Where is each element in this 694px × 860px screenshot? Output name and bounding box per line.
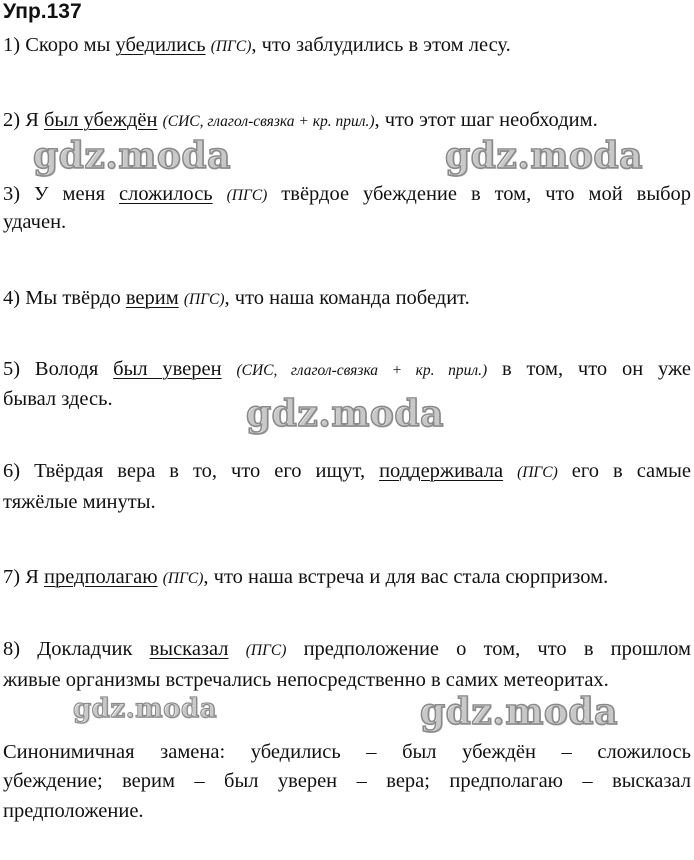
- sentence-6-line-2: тяжёлые минуты.: [3, 491, 156, 513]
- watermark-logo: gdz.moda: [246, 393, 444, 435]
- predicate-type-tag: (ПГС): [210, 38, 252, 55]
- highlighted-predicate: был уверен: [113, 358, 222, 380]
- predicate-type-tag: (ПГС): [183, 291, 225, 308]
- summary-line-2: убеждение; верим – был уверен – вера; предполагаю – высказал: [3, 770, 691, 792]
- predicate-type-tag: (ПГС): [245, 642, 287, 659]
- predicate-type-tag: (СИС, глагол-связка + кр. прил.): [162, 113, 375, 130]
- text-fragment: , что этот шаг необходим.: [374, 109, 598, 131]
- highlighted-predicate: убедились: [115, 34, 206, 56]
- text-fragment: , что наша встреча и для вас стала сюрпризом.: [203, 566, 609, 588]
- sentence-8-line-1: [3, 636, 691, 664]
- sentence-5-line-2: бывал здесь.: [3, 388, 113, 410]
- highlighted-predicate: сложилось: [119, 183, 213, 205]
- predicate-type-tag: (ПГС): [162, 570, 204, 587]
- watermark-logo: gdz.moda: [445, 135, 643, 177]
- text-fragment: 1) Скоро мы: [3, 34, 116, 56]
- summary-line-1: Синонимичная замена: убедились – был убеждён – сложилось: [3, 741, 691, 763]
- sentence-1-line-1: [3, 32, 691, 60]
- text-fragment: , что заблудились в этом лесу.: [251, 34, 511, 56]
- sentence-7-line-1: [3, 564, 691, 592]
- highlighted-predicate: предполагаю: [44, 566, 158, 588]
- sentence-6-line-1: [3, 458, 691, 486]
- text-fragment: , что наша команда победит.: [224, 287, 470, 309]
- watermark-logo: gdz.moda: [420, 691, 618, 733]
- summary-line-3: предположение.: [3, 800, 144, 822]
- text-fragment: 4) Мы твёрдо: [3, 287, 126, 309]
- highlighted-predicate: поддерживала: [379, 460, 504, 482]
- sentence-8-line-2: живые организмы встречались непосредственно в самих метеоритах.: [3, 669, 609, 691]
- predicate-type-tag: (ПГС): [226, 187, 268, 204]
- watermark-logo: gdz.moda: [33, 135, 231, 177]
- sentence-5-line-1: [3, 356, 691, 384]
- predicate-type-tag: (СИС, глагол-связка + кр. прил.): [236, 362, 488, 379]
- text-fragment: его в самые: [557, 460, 691, 482]
- sentence-3-line-2: удачен.: [3, 211, 67, 233]
- highlighted-predicate: верим: [125, 287, 179, 309]
- predicate-type-tag: (ПГС): [517, 464, 558, 481]
- text-fragment: предположение о том, что в прошлом: [286, 638, 692, 660]
- text-fragment: 5) Володя: [3, 358, 114, 380]
- sentence-3-line-1: [3, 181, 691, 209]
- highlighted-predicate: высказал: [149, 638, 229, 660]
- text-fragment: 2) Я: [3, 109, 44, 131]
- text-fragment: в том, что он уже: [487, 358, 691, 380]
- text-fragment: твёрдое убеждение в том, что мой выбор: [267, 183, 692, 205]
- text-fragment: 3) У меня: [3, 183, 119, 205]
- highlighted-predicate: был убеждён: [44, 109, 158, 131]
- sentence-4-line-1: [3, 285, 691, 313]
- text-fragment: 6) Твёрдая вера в то, что его ищут,: [3, 460, 380, 482]
- text-fragment: 7) Я: [3, 566, 44, 588]
- sentence-2-line-1: [3, 107, 691, 135]
- watermark-logo: gdz.moda: [73, 694, 218, 724]
- exercise-title: Упр.137: [3, 0, 82, 23]
- text-fragment: 8) Докладчик: [3, 638, 150, 660]
